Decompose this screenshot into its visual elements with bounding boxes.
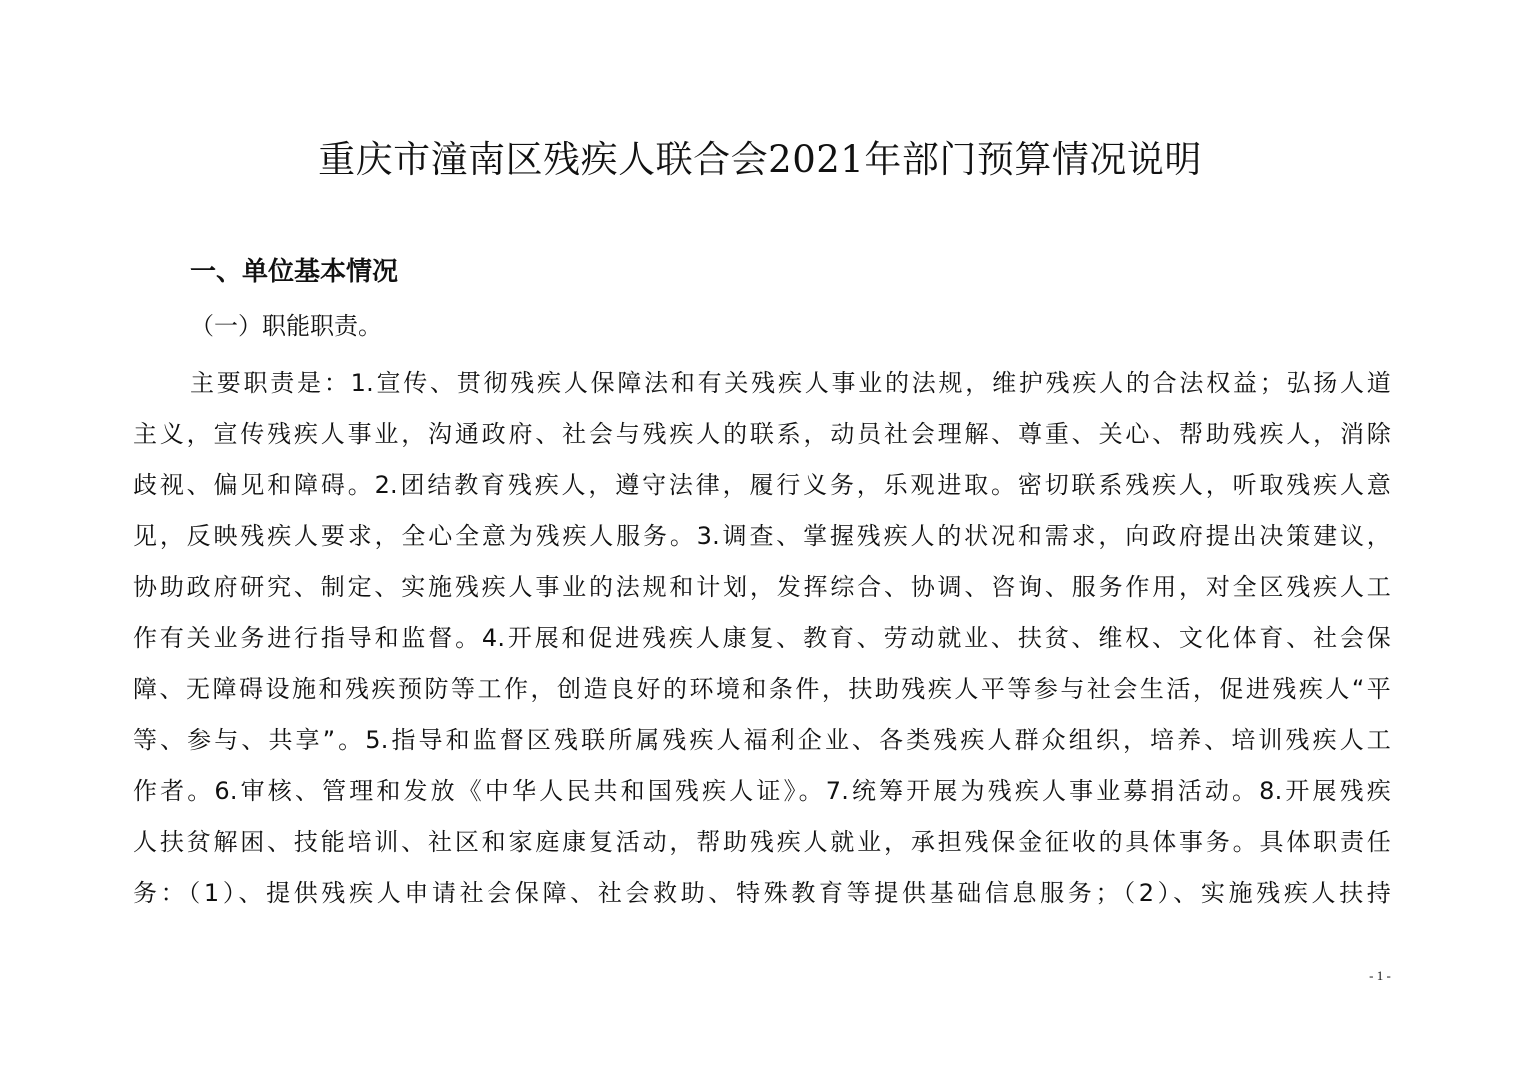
body-line: 歧视、偏见和障碍。2.团结教育残疾人，遵守法律，履行义务，乐观进取。密切联系残疾人，听取残疾人意 <box>133 471 1391 499</box>
page-number: - 1 - <box>1369 968 1391 983</box>
body-line: 等、参与、共享”。5.指导和监督区残联所属残疾人福利企业、各类残疾人群众组织，培养、培训残疾人工 <box>133 726 1391 754</box>
body-paragraph <box>133 358 1391 919</box>
body-line: 作者。6.审核、管理和发放《中华人民共和国残疾人证》。7.统筹开展为残疾人事业募捐活动。8.开展残疾 <box>133 777 1391 805</box>
subsection-heading: （一）职能职责。 <box>190 312 382 340</box>
body-line: 协助政府研究、制定、实施残疾人事业的法规和计划，发挥综合、协调、咨询、服务作用，对全区残疾人工 <box>133 573 1391 601</box>
document-title: 重庆市潼南区残疾人联合会2021年部门预算情况说明 <box>318 138 1202 181</box>
body-line: 主义，宣传残疾人事业，沟通政府、社会与残疾人的联系，动员社会理解、尊重、关心、帮助残疾人，消除 <box>133 420 1391 448</box>
body-line: 务：（1）、提供残疾人申请社会保障、社会救助、特殊教育等提供基础信息服务；（2）、实施残疾人扶持 <box>133 879 1391 907</box>
section-heading: 一、单位基本情况 <box>190 257 399 287</box>
body-line: 见，反映残疾人要求，全心全意为残疾人服务。3.调查、掌握残疾人的状况和需求，向政府提出决策建议， <box>133 522 1391 550</box>
body-line: 人扶贫解困、技能培训、社区和家庭康复活动，帮助残疾人就业，承担残保金征收的具体事务。具体职责任 <box>133 828 1391 856</box>
body-line: 作有关业务进行指导和监督。4.开展和促进残疾人康复、教育、劳动就业、扶贫、维权、文化体育、社会保 <box>133 624 1391 652</box>
body-line: 主要职责是：1.宣传、贯彻残疾人保障法和有关残疾人事业的法规，维护残疾人的合法权益；弘扬人道 <box>190 369 1391 397</box>
body-line: 障、无障碍设施和残疾预防等工作，创造良好的环境和条件，扶助残疾人平等参与社会生活，促进残疾人“平 <box>133 675 1391 703</box>
